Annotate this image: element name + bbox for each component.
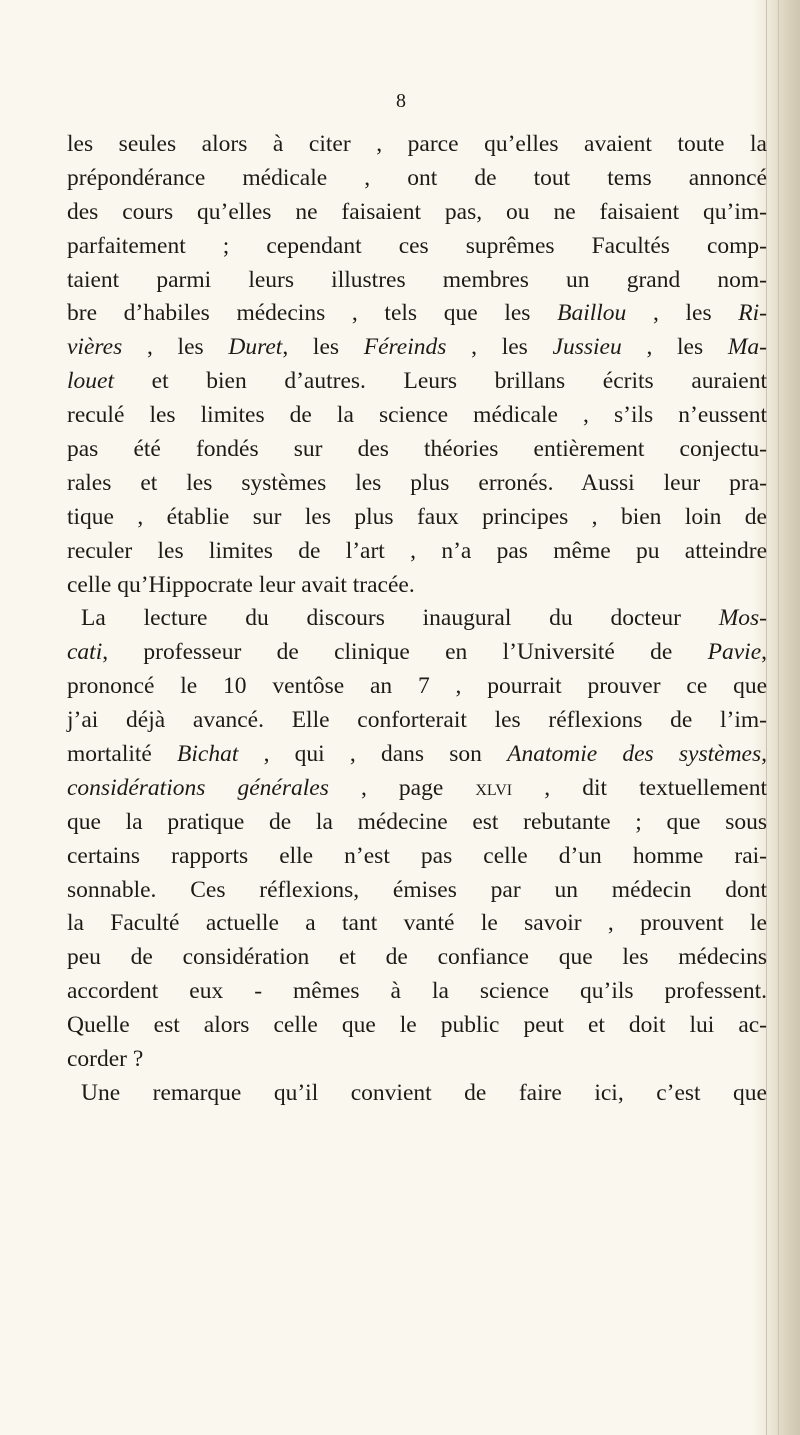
name-bichat: Bichat	[177, 741, 239, 768]
text-line: certains rapports elle n’est pas celle d’un homme rai-	[67, 842, 767, 869]
text-line: vières , les Duret, les Féreinds , les Jussieu , les Ma-	[67, 334, 768, 361]
name-rivieres: vières	[67, 334, 123, 361]
text-line: parfaitement ; cependant ces suprêmes Facultés comp-	[67, 232, 767, 259]
text-line: prépondérance médicale , ont de tout tems annoncé	[67, 164, 767, 191]
text-line: sonnable. Ces réflexions, émises par un médecin dont	[67, 876, 767, 903]
text-line: des cours qu’elles ne faisaient pas, ou ne faisaient qu’im-	[67, 198, 767, 225]
text-line: prononcé le 10 ventôse an 7 , pourrait prouver ce que	[67, 673, 767, 700]
name-jussieu: Jussieu	[552, 334, 622, 361]
text-line: la Faculté actuelle a tant vanté le savoir , prouvent le	[67, 910, 767, 937]
text-line: reculer les limites de l’art , n’a pas même pu atteindre	[67, 537, 767, 564]
work-title: Anatomie des systèmes,	[507, 741, 768, 768]
text-line: Une remarque qu’il convient de faire ici, c’est que	[81, 1079, 767, 1106]
work-title-continued: considérations générales	[67, 774, 329, 801]
name-fereinds: Féreinds	[363, 334, 447, 361]
text-line: corder ?	[67, 1046, 144, 1073]
text-line: rales et les systèmes les plus erronés. Aussi leur pra-	[67, 469, 767, 496]
name-moscati: Mos-	[718, 605, 767, 632]
text-line: considérations générales , page xlvi , dit textuellement	[67, 774, 767, 801]
text-line: Quelle est alors celle que le public peut et doit lui ac-	[67, 1012, 767, 1039]
name-baillou: Baillou	[557, 300, 627, 327]
name-duret: Duret	[228, 334, 283, 361]
text-line: cati, professeur de clinique en l’Université de Pavie,	[67, 639, 767, 666]
text-line: bre d’habiles médecins , tels que les Baillou , les Ri-	[67, 300, 768, 327]
text-line: peu de considération et de confiance que les médecins	[67, 944, 767, 971]
text-line: taient parmi leurs illustres membres un grand nom-	[67, 266, 767, 293]
text-line: accordent eux - mêmes à la science qu’ils professent.	[67, 978, 767, 1005]
page-reference: xlvi	[475, 774, 513, 801]
text-line: les seules alors à citer , parce qu’elles avaient toute la	[67, 131, 767, 157]
text-line: celle qu’Hippocrate leur avait tracée.	[67, 571, 415, 598]
name-malouet: louet	[67, 368, 114, 395]
text-line: que la pratique de la médecine est rebutante ; que sous	[67, 808, 767, 835]
body-text	[67, 128, 767, 1111]
text-line: j’ai déjà avancé. Elle conforterait les réflexions de l’im-	[67, 707, 767, 734]
text-line: La lecture du discours inaugural du docteur Mos-	[81, 605, 767, 632]
text-line: pas été fondés sur des théories entièrement conjectu-	[67, 436, 767, 463]
text-line: mortalité Bichat , qui , dans son Anatomie des systèmes,	[67, 741, 768, 768]
text-line: reculé les limites de la science médicale , s’ils n’eussent	[67, 402, 767, 429]
place-pavie: Pavie	[707, 639, 762, 666]
text-line: louet et bien d’autres. Leurs brillans écrits auraient	[67, 368, 767, 395]
text-line: tique , établie sur les plus faux principes , bien loin de	[67, 503, 767, 530]
page-number: 8	[396, 90, 406, 112]
